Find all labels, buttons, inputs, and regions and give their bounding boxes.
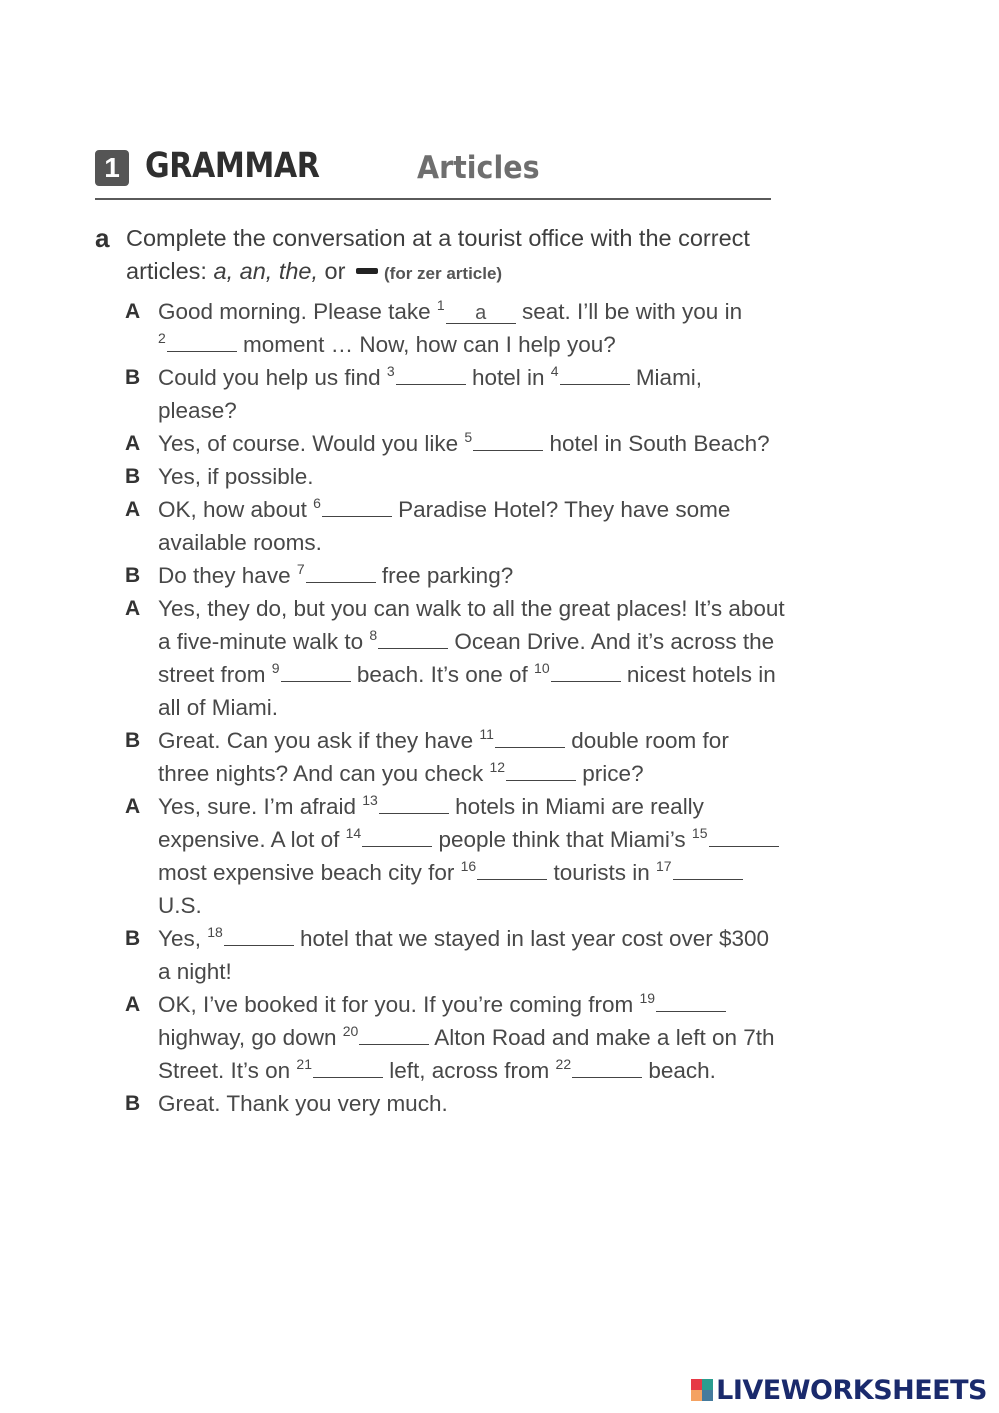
dialogue-text: left, across from [382, 1058, 556, 1083]
answer-blank[interactable] [560, 364, 630, 385]
dialogue-turn [125, 493, 785, 559]
dialogue-text: hotels in Miami are really expensive. A lot of [158, 794, 704, 852]
gap-12 [489, 757, 576, 790]
gap-8 [369, 625, 448, 658]
dialogue-text: Good morning. Please take [158, 299, 437, 324]
dialogue-text: nicest hotels in all of Miami. [158, 662, 776, 720]
speaker-label: A [125, 432, 141, 455]
gap-number: 10 [534, 660, 550, 676]
gap-21 [296, 1054, 383, 1087]
answer-blank[interactable] [477, 859, 547, 880]
dialogue-text: Ocean Drive. And it’s across the street from [158, 629, 775, 687]
gap-18 [207, 922, 294, 955]
gap-13 [362, 790, 449, 823]
dialogue-text: Could you help us find [158, 365, 387, 390]
logo-square [702, 1379, 713, 1390]
gap-number: 8 [369, 627, 378, 643]
speaker-label: B [125, 564, 141, 587]
dialogue-text: OK, how about [158, 497, 314, 522]
answer-blank[interactable] [379, 793, 449, 814]
gap-number: 16 [460, 858, 477, 874]
gap-number: 17 [656, 858, 672, 874]
dialogue-turn [125, 1087, 785, 1120]
article-list: a, an, the, [213, 258, 319, 284]
gap-number: 5 [464, 429, 473, 445]
brand-name: LIVEWORKSHEETS [716, 1374, 987, 1406]
instruction-main: Complete the conversation at a tourist office with the correct articles: [126, 225, 750, 284]
speaker-label: A [125, 498, 141, 521]
speaker-label: A [125, 597, 141, 620]
answer-blank[interactable]: a [446, 303, 516, 324]
gap-number: 3 [386, 363, 395, 379]
dialogue-text: Paradise Hotel? They have some available rooms. [158, 497, 731, 555]
dialogue-turn [125, 427, 785, 460]
answer-blank[interactable] [313, 1057, 383, 1078]
answer-blank[interactable] [656, 991, 726, 1012]
answer-blank[interactable] [572, 1057, 642, 1078]
gap-22 [556, 1054, 643, 1087]
answer-blank[interactable] [281, 661, 351, 682]
gap-4 [551, 361, 630, 394]
dialogue-text: free parking? [375, 563, 514, 588]
dialogue-text: Yes, of course. Would you like [158, 431, 465, 456]
dialogue-text: OK, I’ve booked it for you. If you’re coming from [158, 992, 640, 1017]
gap-10 [534, 658, 621, 691]
gap-number: 21 [296, 1056, 312, 1072]
dialogue-text: highway, go down [158, 1025, 343, 1050]
dialogue-text: beach. It’s one of [350, 662, 535, 687]
gap-9 [272, 658, 351, 691]
gap-number: 18 [207, 924, 223, 940]
dialogue-text: beach. [642, 1058, 716, 1083]
dialogue-text: double room for three nights? And can you check [158, 728, 729, 786]
gap-20 [343, 1021, 430, 1054]
dialogue-turn [125, 361, 785, 427]
dialogue-text: hotel that we stayed in last year cost over $300 a night! [158, 926, 770, 984]
dialogue-text: people think that Miami’s [432, 827, 692, 852]
answer-blank[interactable] [167, 331, 237, 352]
speaker-label: B [125, 465, 141, 488]
answer-blank[interactable] [551, 661, 621, 682]
dialogue-turn [125, 988, 785, 1087]
answer-blank[interactable] [306, 562, 376, 583]
gap-11 [479, 724, 565, 757]
gap-number: 9 [271, 660, 280, 676]
answer-blank[interactable] [506, 760, 576, 781]
answer-blank[interactable] [473, 430, 543, 451]
exercise-instruction [95, 222, 795, 290]
gap-7 [297, 559, 376, 592]
speaker-label: B [125, 927, 141, 950]
dialogue-text: seat. I’ll be with you in [515, 299, 743, 324]
answer-blank[interactable] [709, 826, 779, 847]
section-number-badge: 1 [95, 150, 129, 186]
gap-3 [387, 361, 466, 394]
gap-19 [639, 988, 726, 1021]
dialogue-text: Yes, they do, but you can walk to all the great places! It’s about a five-minute walk to [158, 596, 785, 654]
gap-16 [461, 856, 548, 889]
logo-square [691, 1379, 702, 1390]
answer-blank[interactable] [396, 364, 466, 385]
dialogue-text: Yes, if possible. [158, 464, 314, 489]
gap-17 [656, 856, 743, 889]
dialogue-text: most expensive beach city for [158, 860, 461, 885]
gap-number: 1 [436, 297, 445, 313]
dialogue-turn [125, 460, 785, 493]
answer-blank[interactable] [495, 727, 565, 748]
gap-number: 11 [479, 726, 494, 742]
dialogue-text: hotel in [465, 365, 551, 390]
footer-brand [691, 1374, 987, 1406]
gap-number: 4 [550, 363, 559, 379]
section-subtitle: Articles [417, 150, 540, 186]
gap-1 [437, 295, 516, 328]
gap-2 [158, 328, 237, 361]
dialogue-turn [125, 922, 785, 988]
gap-number: 12 [489, 759, 506, 775]
answer-blank[interactable] [224, 925, 294, 946]
speaker-label: A [125, 993, 141, 1016]
answer-blank[interactable] [673, 859, 743, 880]
dialogue-text: Do they have [158, 563, 297, 588]
speaker-label: A [125, 300, 141, 323]
dialogue-turn [125, 790, 785, 922]
speaker-label: A [125, 795, 141, 818]
dialogue-text: tourists in [547, 860, 657, 885]
exercise-letter: a [95, 223, 110, 253]
dialogue-text: price? [576, 761, 644, 786]
gap-number: 14 [345, 825, 362, 841]
dialogue-text: Miami, please? [158, 365, 703, 423]
gap-6 [313, 493, 392, 526]
speaker-label: B [125, 729, 141, 752]
instruction-text [126, 222, 795, 290]
dialogue-turn [125, 295, 785, 361]
speaker-label: B [125, 1092, 141, 1115]
answer-blank[interactable] [359, 1024, 429, 1045]
logo-square [691, 1390, 702, 1401]
section-title: GRAMMAR [145, 146, 320, 186]
answer-blank[interactable] [378, 628, 448, 649]
liveworksheets-logo-icon [691, 1379, 713, 1401]
dialogue-text: Yes, [158, 926, 208, 951]
gap-15 [692, 823, 779, 856]
gap-number: 15 [691, 825, 708, 841]
gap-5 [464, 427, 543, 460]
dialogue-text: moment … Now, how can I help you? [236, 332, 616, 357]
dialogue-text: U.S. [158, 893, 202, 918]
zero-article-dash-icon [356, 268, 378, 274]
speaker-label: B [125, 366, 141, 389]
gap-number: 20 [342, 1023, 359, 1039]
dialogue-turn [125, 724, 785, 790]
dialogue-turn [125, 592, 785, 724]
dialogue-turn [125, 559, 785, 592]
conversation [125, 295, 785, 1120]
gap-number: 2 [158, 330, 166, 346]
dialogue-text: hotel in South Beach? [543, 431, 770, 456]
answer-blank[interactable] [322, 496, 392, 517]
zero-article-note: (for zer article) [384, 264, 503, 283]
gap-number: 7 [296, 561, 305, 577]
dialogue-text: Great. Thank you very much. [158, 1091, 448, 1116]
dialogue-text: Great. Can you ask if they have [158, 728, 480, 753]
logo-square [702, 1390, 713, 1401]
gap-number: 22 [555, 1056, 572, 1072]
answer-blank[interactable] [362, 826, 432, 847]
gap-14 [346, 823, 433, 856]
dialogue-text: Alton Road and make a left on 7th Street. It’s on [158, 1025, 775, 1083]
gap-number: 6 [313, 495, 321, 511]
dialogue-text: Yes, sure. I’m afraid [158, 794, 363, 819]
section-header [95, 146, 771, 200]
gap-number: 13 [362, 792, 378, 808]
gap-number: 19 [639, 990, 656, 1006]
instruction-or: or [318, 258, 352, 284]
